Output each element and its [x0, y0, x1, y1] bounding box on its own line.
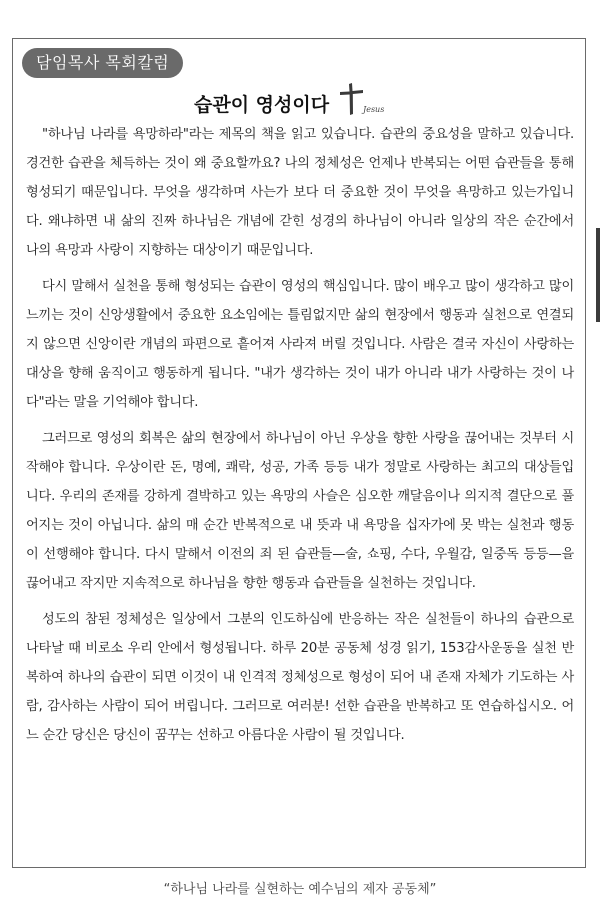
- footer-slogan: “하나님 나라를 실현하는 예수님의 제자 공동체”: [163, 882, 437, 897]
- paragraph-4: 성도의 참된 정체성은 일상에서 그분의 인도하심에 반응하는 작은 실천들이 하나의 습관으로 나타날 때 비로소 우리 안에서 형성됩니다. 하루 20분 공동체 성경 읽기, 153감사운동을 실천 반복하여 하나의 습관이 되면 이것이 내 인격적 정체성으로 형성이 되어 내 존재 자체가 기도하는 사람, 감사하는 사람이 되어 버립니다. 그러므로 여러분! 선한 습관을 반복하고 또 연습하십시오. 어느 순간 당신은 당신이 꿈꾸는 선하고 아름다운 사람이 될 것입니다.: [26, 612, 574, 743]
- jesus-logo-text: Jesus: [363, 105, 385, 114]
- paragraph-3: 그러므로 영성의 회복은 삶의 현장에서 하나님이 아닌 우상을 향한 사랑을 끊어내는 것부터 시작해야 합니다. 우상이란 돈, 명예, 쾌락, 성공, 가족 등등 내가 정말로 사랑하는 최고의 대상들입니다. 우리의 존재를 강하게 결박하고 있는 욕망의 사슬은 심오한 깨달음이나 의지적 결단으로 풀어지는 것이 아닙니다. 삶의 매 순간 반복적으로 내 뜻과 내 욕망을 십자가에 못 박는 실천과 행동이 선행해야 합니다. 다시 말해서 이전의 죄 된 습관들—술, 쇼핑, 수다, 우월감, 일중독 등등—을 끊어내고 작지만 지속적으로 하나님을 향한 행동과 습관들을 실천하는 것입니다.: [26, 431, 574, 591]
- page-edge-tab: [596, 228, 600, 322]
- column-category-badge: 담임목사 목회칼럼: [22, 48, 183, 78]
- paragraph-2: 다시 말해서 실천을 통해 형성되는 습관이 영성의 핵심입니다. 많이 배우고 많이 생각하고 많이 느끼는 것이 신앙생활에서 중요한 요소임에는 틀림없지만 삶의 현장에서 행동과 실천으로 연결되지 않으면 신앙이란 개념의 파편으로 흩어져 사라져 버릴 것입니다. 사람은 결국 자신이 사랑하는 대상을 향해 움직이고 행동하게 됩니다. "내가 생각하는 것이 내가 아니라 내가 사랑하는 것이 나다"라는 말을 기억해야 합니다.: [26, 279, 574, 410]
- paragraph-1: "하나님 나라를 욕망하라"라는 제목의 책을 읽고 있습니다. 습관의 중요성을 말하고 있습니다. 경건한 습관을 체득하는 것이 왜 중요할까요? 나의 정체성은 언제나 반복되는 어떤 습관들을 통해 형성되기 때문입니다. 무엇을 생각하며 사는가 보다 더 중요한 것이 무엇을 욕망하고 있는가입니다. 왜냐하면 내 삶의 진짜 하나님은 개념에 갇힌 성경의 하나님이 아니라 일상의 작은 순간에서 나의 욕망과 사랑이 지향하는 대상이기 때문입니다.: [26, 127, 574, 258]
- column-title: 습관이 영성이다: [194, 94, 330, 116]
- title-area: [0, 82, 600, 122]
- column-body: [26, 120, 574, 757]
